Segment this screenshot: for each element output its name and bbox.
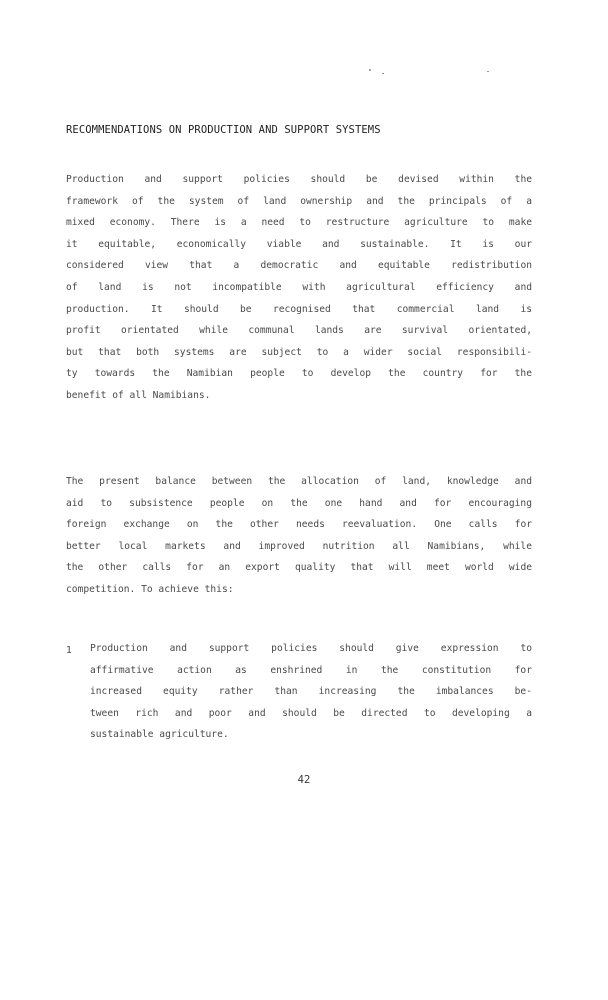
text-line: profit orientated while communal lands are survival orientated, [66, 325, 532, 337]
text-line: foreign exchange on the other needs reevaluation. One calls for [66, 519, 532, 531]
text-line: of land is not incompatible with agricultural efficiency and [66, 281, 532, 293]
paragraph-production-policies [66, 169, 532, 407]
text-line: benefit of all Namibians. [66, 389, 211, 401]
text-line: Production and support policies should give expression to [90, 643, 532, 654]
text-line: the other calls for an export quality that will meet world wide [66, 562, 532, 574]
text-line: sustainable agriculture. [90, 729, 229, 741]
text-line: better local markets and improved nutrition all Namibians, while [66, 540, 532, 552]
text-line: The present balance between the allocation of land, knowledge and [66, 476, 532, 487]
scan-speck [369, 69, 371, 71]
page-number: 42 [297, 774, 311, 786]
text-line: considered view that a democratic and equitable redistribution [66, 260, 532, 272]
text-line: framework of the system of land ownership and the principals of a [66, 195, 532, 207]
text-line: but that both systems are subject to a wider social responsibili- [66, 346, 532, 358]
list-item-recommendation [90, 638, 532, 746]
text-line: Production and support policies should be devised within the [66, 174, 532, 185]
text-line: ty towards the Namibian people to develop the country for the [66, 368, 532, 380]
text-line: affirmative action as enshrined in the constitution for [90, 664, 532, 676]
section-heading: RECOMMENDATIONS ON PRODUCTION AND SUPPORT SYSTEMS [66, 124, 381, 136]
text-line: aid to subsistence people on the one hand and for encouraging [66, 497, 532, 509]
paragraph-balance-allocation [66, 471, 532, 601]
text-line: mixed economy. There is a need to restructure agriculture to make [66, 217, 532, 229]
text-line: it equitable, economically viable and sustainable. It is our [66, 238, 532, 250]
text-line: production. It should be recognised that commercial land is [66, 303, 532, 315]
scan-speck [382, 73, 384, 74]
text-line: increased equity rather than increasing the imbalances be- [90, 686, 532, 698]
text-line: competition. To achieve this: [66, 583, 234, 595]
text-line: tween rich and poor and should be directed to developing a [90, 707, 532, 719]
list-marker: 1 [66, 645, 72, 656]
scan-speck [487, 71, 489, 72]
